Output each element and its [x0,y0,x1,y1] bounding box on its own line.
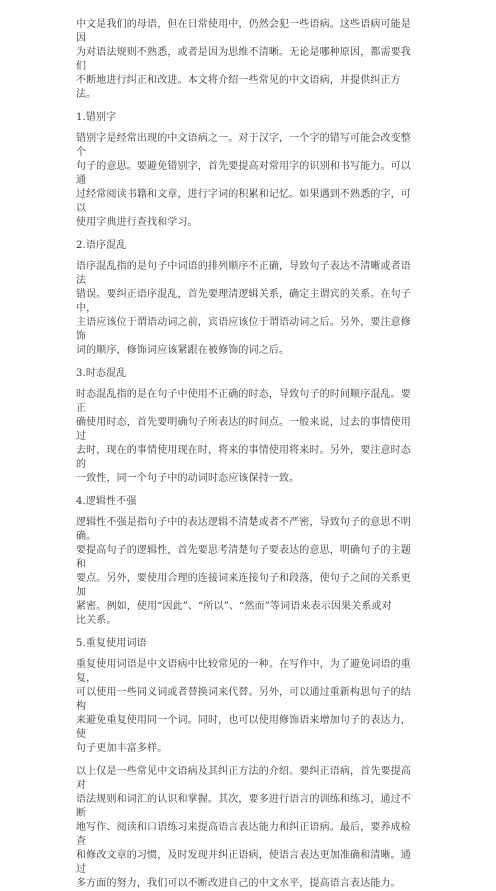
section-body-word-order: 语序混乱指的是句子中词语的排列顺序不正确，导致句子表达不清晰或者语法 错误。要纠正语序混乱，首先要理清逻辑关系，确定主谓宾的关系。在句子中， 主语应该位于谓语动词之前，宾语应该位于谓语动词之后。另外，要注意修饰 词的顺序，修饰词应该紧跟在被修饰的词之后。 [76,261,411,356]
intro-paragraph: 中文是我们的母语，但在日常使用中，仍然会犯一些语病。这些语病可能是因 为对语法规则不熟悉，或者是因为思维不清晰。无论是哪种原因，都需要我们 不断地进行纠正和改进。本文将介绍一些常见的中文语病，并提供纠正方法。 [76,19,411,100]
section-heading-repetition: 5.重复使用词语 [76,638,147,649]
section-heading-word-order: 2.语序混乱 [76,240,127,251]
section-body-repetition: 重复使用词语是中文语病中比较常见的一种。在写作中，为了避免词语的重复， 可以使用一些同义词或者替换词来代替。另外，可以通过重新构思句子的结构 来避免重复使用同一个词。同时，也可以使用修饰语来增加句子的表达力，使 句子更加丰富多样。 [76,659,411,754]
section-body-typos: 错别字是经常出现的中文语病之一。对于汉字，一个字的错写可能会改变整个 句子的意思。要避免错别字，首先要提高对常用字的识别和书写能力。可以通 过经常阅读书籍和文章，进行字词的积累和记忆。如果遇到不熟悉的字，可以 使用字典进行查找和学习。 [76,133,411,228]
section-heading-typos: 1.错别字 [76,112,117,123]
section-body-tense: 时态混乱指的是在句子中使用不正确的时态，导致句子的时间顺序混乱。要正 确使用时态，首先要明确句子所表达的时间点。一般来说，过去的事情使用过 去时，现在的事情使用现在时，将来的事情使用将来时。另外，要注意时态的 一致性，同一个句子中的动词时态应该保持一致。 [76,389,411,484]
section-heading-logic: 4.逻辑性不强 [76,496,137,507]
conclusion-paragraph: 以上仅是一些常见中文语病及其纠正方法的介绍。要纠正语病，首先要提高对 语法规则和词汇的认识和掌握。其次，要多进行语言的训练和练习，通过不断 地写作、阅读和口语练习来提高语言表达能力和纠正语病。最后，要养成检查 和修改文章的习惯，及时发现并纠正语病，使语言表达更加准确和清晰。通过 多方面的努力，我们可以不断改进自己的中文水平，提高语言表达能力。 [76,766,411,889]
section-heading-tense: 3.时态混乱 [76,368,127,379]
section-body-logic: 逻辑性不强是指句子中的表达逻辑不清楚或者不严密，导致句子的意思不明确。 要提高句子的逻辑性，首先要思考清楚句子要表达的意思，明确句子的主题和 要点。另外，要使用合理的连接词来连接句子和段落，使句子之间的关系更加 紧密。例如，使用“因此”、“所以”、“然而”等词语来表示因果关系或对 比关系。 [76,517,411,626]
document-page [76,18,420,891]
